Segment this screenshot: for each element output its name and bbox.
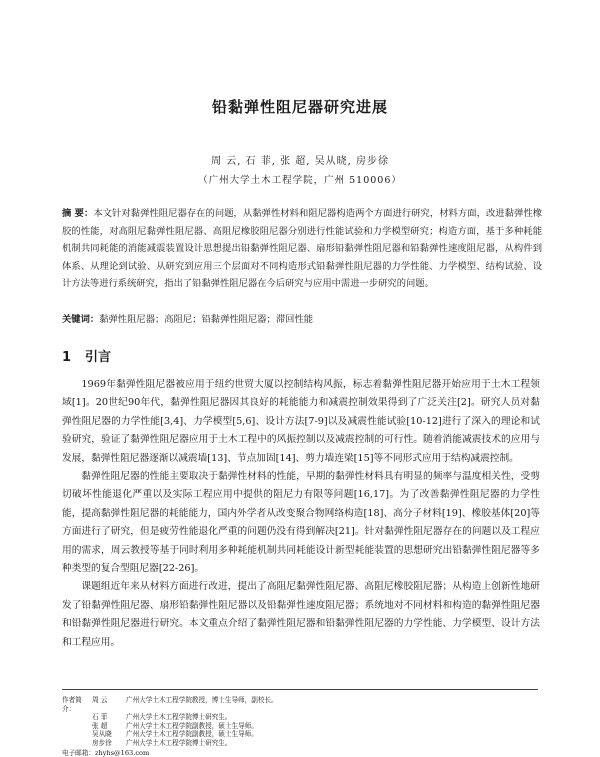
affiliation: （广州大学土木工程学院，广州 510006） (198, 175, 402, 186)
footnote-entry (62, 713, 540, 722)
paragraph: 1969年黏弹性阻尼器被应用于纽约世贸大厦以控制结构风振，标志着黏弹性阻尼器开始应用于土木工程领域[1]。20世纪90年代，黏弹性阻尼器因其良好的耗能能力和减震控制效果得到了广泛关注[2]。研究人员对黏弹性阻尼器的力学性能[3,4]、力学模型[5,6]、设计方法[7-9]以及减震性能试验[10-12]进行了深入的理论和试验研究，验证了黏弹性阻尼器应用于土木工程中的风振控制以及减震控制的可行性。随着消能减震技术的应用与发展，黏弹性阻尼器逐渐以减震墙[13]、节点加固[14]、剪力墙连梁[15]等不同形式应用于结构减震控制。 (62, 379, 540, 464)
email-address: zhyhs@163.com (94, 748, 150, 757)
footnote-entry (62, 730, 540, 739)
body-text (62, 376, 540, 652)
footnote-author: 周 云 (92, 696, 108, 704)
footnote-email (62, 749, 540, 757)
footnote-desc: 广州大学土木工程学院博士研究生。 (126, 713, 232, 722)
footnote-desc: 广州大学土木工程学院副教授，硕士生导师。 (126, 730, 258, 739)
keywords (62, 311, 542, 329)
keywords-label: 关键词： (62, 314, 100, 325)
abstract (62, 205, 542, 293)
paragraph: 黏弹性阻尼器的性能主要取决于黏弹性材料的性能，早期的黏弹性材料具有明显的频率与温度相关性，受剪切破坏性能退化严重以及实际工程应用中提供的阻尼力有限等问题[16,17]。为了改善黏弹性阻尼器的力学性能，提高黏弹性阻尼器的耗能能力，国内外学者从改变聚合物网络构造[18]、高分子材料[19]、橡胶基体[20]等方面进行了研究，但是疲劳性能退化严重的问题仍没有得到解决[21]。针对黏弹性阻尼器存在的问题以及工程应用的需求，周云教授等基于同时利用多种耗能机制共同耗能设计新型耗能装置的思想研究出铅黏弹性阻尼器等多种类型的复合型阻尼器[22-26]。 (62, 471, 540, 575)
footnote-label: 作者简介： (62, 696, 82, 713)
footnote-entry (62, 739, 540, 748)
paper-title: 铅黏弹性阻尼器研究进展 (211, 98, 388, 116)
footnote-desc: 广州大学土木工程学院副教授，硕士生导师。 (126, 721, 258, 730)
abstract-label: 摘 要： (62, 208, 94, 219)
section-title: 引言 (85, 350, 112, 365)
footnote-author: 石 菲 (92, 713, 108, 722)
section-heading (62, 346, 111, 365)
footnote-desc: 广州大学土木工程学院教授，博士生导师，副校长。 (126, 696, 278, 704)
footnote (62, 696, 540, 757)
footnote-author: 张 超 (92, 721, 108, 730)
author-list: 周 云, 石 菲, 张 超, 吴从晓, 房步徐 (211, 156, 389, 167)
footnote-entry (62, 696, 540, 713)
footnote-desc: 广州大学土木工程学院博士研究生。 (126, 738, 232, 747)
footnote-author: 吴从晓 (92, 730, 112, 739)
footnote-divider (62, 689, 538, 690)
email-label: 电子邮箱： (62, 748, 95, 757)
abstract-text: 本文针对黏弹性阻尼器存在的问题，从黏弹性材料和阻尼器构造两个方面进行研究，材料方面，改进黏弹性橡胶的性能，对高阻尼黏弹性阻尼器、高阻尼橡胶阻尼器分别进行性能试验和力学模型研究；构造方面，基于多种耗能机制共同耗能的消能减震装置设计思想提出铅黏弹性阻尼器、扇形铅黏弹性阻尼器和铅黏弹性速度阻尼器，从构件到体系、从理论到试验、从研究到应用三个层面对不同构造形式铅黏弹性阻尼器的力学性能、力学模型、结构试验、设计方法等进行系统研究，指出了铅黏弹性阻尼器在今后研究与应用中需进一步研究的问题。 (62, 208, 542, 290)
keywords-text: 黏弹性阻尼器；高阻尼；铅黏弹性阻尼器；滞回性能 (99, 314, 314, 325)
section-number: 1 (62, 350, 72, 365)
paragraph: 课题组近年来从材料方面进行改进，提出了高阻尼黏弹性阻尼器、高阻尼橡胶阻尼器；从构造上创新性地研发了铅黏弹性阻尼器、扇形铅黏弹性阻尼器以及铅黏弹性速度阻尼器；系统地对不同材料和构造的黏弹性阻尼器和铅黏弹性阻尼器进行研究。本文重点介绍了黏弹性阻尼器和铅黏弹性阻尼器的力学性能、力学模型、设计方法和工程应用。 (62, 581, 540, 648)
footnote-author: 房步徐 (92, 738, 112, 747)
